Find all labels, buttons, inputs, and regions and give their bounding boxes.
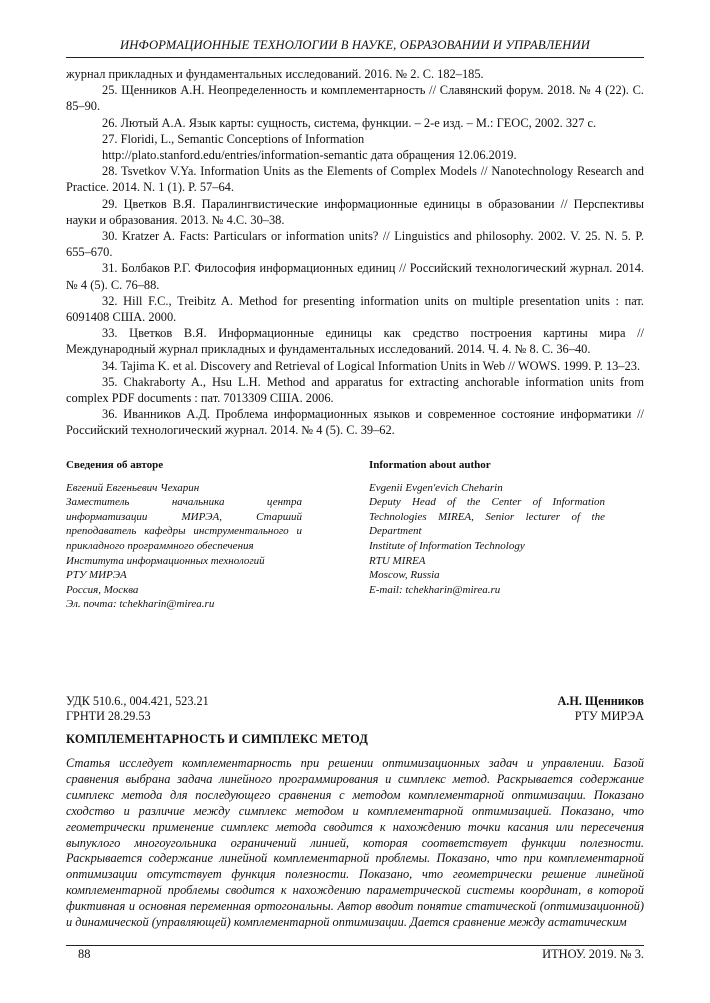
author-institute: Institute of Information Technology — [369, 539, 525, 552]
author-name: Евгений Евгеньевич Чехарин — [66, 481, 200, 494]
reference-30: 30. Kratzer A. Facts: Particulars or information units? // Linguistics and philosophy. 2002. V. 25. N. 5. P. 655–670. — [66, 229, 644, 260]
author-name: Evgenii Evgen'evich Cheharin — [369, 481, 503, 494]
article-affiliation: РТУ МИРЭА — [574, 708, 644, 723]
article-title: КОМПЛЕМЕНТАРНОСТЬ И СИМПЛЕКС МЕТОД — [66, 732, 369, 746]
author-organization: РТУ МИРЭА — [66, 569, 127, 582]
author-info-heading: Information about author — [369, 459, 491, 471]
classification-codes — [66, 694, 209, 723]
reference-continuation: журнал прикладных и фундаментальных исследований. 2016. № 2. С. 182–185. — [66, 67, 484, 81]
reference-29: 29. Цветков В.Я. Паралингвистические информационные единицы в образовании // Перспективы науки и образования. 2013. № 4.С. 30–38. — [66, 196, 644, 227]
header-divider — [66, 57, 644, 58]
author-city: Moscow, Russia — [369, 569, 440, 582]
author-city: Россия, Москва — [66, 583, 139, 596]
reference-31: 31. Болбаков Р.Г. Философия информационных единиц // Российский технологический журнал. 2014. № 4 (5). С. 76–88. — [66, 261, 644, 292]
author-organization: RTU MIREA — [369, 554, 426, 567]
reference-36: 36. Иванников А.Д. Проблема информационных языков и современное состояние информатики // Российский технологический журнал. 2014. № 4 (5). С. 39–62. — [66, 407, 644, 438]
author-email: E-mail: tchekharin@mirea.ru — [369, 583, 501, 596]
reference-27-text: 27. Floridi, L., Semantic Conceptions of Information — [102, 131, 365, 146]
journal-issue: ИТНОУ. 2019. № 3. — [542, 947, 644, 961]
author-position: Заместитель начальника центра информатизации МИРЭА, Старший преподаватель кафедры инструментального и прикладного программного обеспечения — [66, 496, 302, 552]
udk-code: УДК 510.6., 004.421, 523.21 — [66, 694, 209, 708]
running-header: ИНФОРМАЦИОННЫЕ ТЕХНОЛОГИИ В НАУКЕ, ОБРАЗОВАНИИ И УПРАВЛЕНИИ — [120, 38, 590, 52]
reference-27-url: http://plato.stanford.edu/entries/information-semantic дата обращения 12.06.2019. — [102, 148, 517, 163]
grnti-code: ГРНТИ 28.29.53 — [66, 708, 151, 723]
reference-32: 32. Hill F.C., Treibitz A. Method for presenting information units on multiple presentation units : пат. 6091408 США. 2000. — [66, 293, 644, 325]
reference-35: 35. Chakraborty A., Hsu L.H. Method and apparatus for extracting anchorable information units from complex PDF documents : пат. 7013309 США. 2006. — [66, 374, 644, 406]
reference-25: 25. Щенников А.Н. Неопределенность и комплементарность // Славянский форум. 2018. № 4 (22). С. 85–90. — [66, 83, 644, 114]
article-abstract: Статья исследует комплементарность при решении оптимизационных задач и управлении. Базой сравнения выбрана задача линейного программирования и симплекс метод. Раскрывается содержание симплекс метода для последующего сравнения с методом комплементарной оптимизации. Показано сходство и различие между симплекс методом и комплементарной оптимизацией. Показано, что геометрически применение симплекс метода сводится к нахождению точки касания или пересечения выпуклого многоугольника ограничений линией, которая соответствует функции полезности. Раскрывается содержание линейной комплементарной проблемы. Показано, что при комплементарной оптимизации отсутствует функция полезности. Показано, что геометрически решение линейной комплементарной проблемы сводится к нахождению параметрической системы координат, в которой фиктивная и основная переменная ортогональны. Автор вводит понятие статической (оптимизационной) и динамической (управляющей) комплементарной оптимизации. Дается сравнение между астатическим — [66, 756, 644, 930]
author-info-en — [369, 458, 605, 597]
author-info-ru — [66, 458, 302, 612]
page-number: 88 — [78, 947, 91, 961]
author-institute: Института информационных технологий — [66, 554, 265, 567]
reference-33: 33. Цветков В.Я. Информационные единицы как средство построения картины мира // Международный журнал прикладных и фундаментальных исследований. 2014. Ч. 4. № 8. С. 36–40. — [66, 326, 644, 357]
author-position: Deputy Head of the Center of Information Technologies MIREA, Senior lecturer of the Department — [369, 496, 605, 538]
author-email: Эл. почта: tchekharin@mirea.ru — [66, 598, 215, 611]
reference-list — [66, 66, 644, 439]
reference-34: 34. Tajima K. et al. Discovery and Retrieval of Logical Information Units in Web // WOWS. 1999. P. 13–23. — [102, 358, 641, 373]
footer-divider — [66, 945, 644, 946]
article-author-block — [557, 694, 644, 723]
reference-26: 26. Лютый А.А. Язык карты: сущность, система, функции. – 2-е изд. – М.: ГЕОС, 2002. 327 с. — [102, 115, 597, 130]
reference-27 — [66, 131, 644, 147]
article-author: А.Н. Щенников — [557, 694, 644, 708]
author-info-heading: Сведения об авторе — [66, 459, 164, 471]
reference-28: 28. Tsvetkov V.Ya. Information Units as the Elements of Complex Models // Nanotechnology Research and Practice. 2014. N. 1 (1). P. 57–64. — [66, 164, 644, 195]
